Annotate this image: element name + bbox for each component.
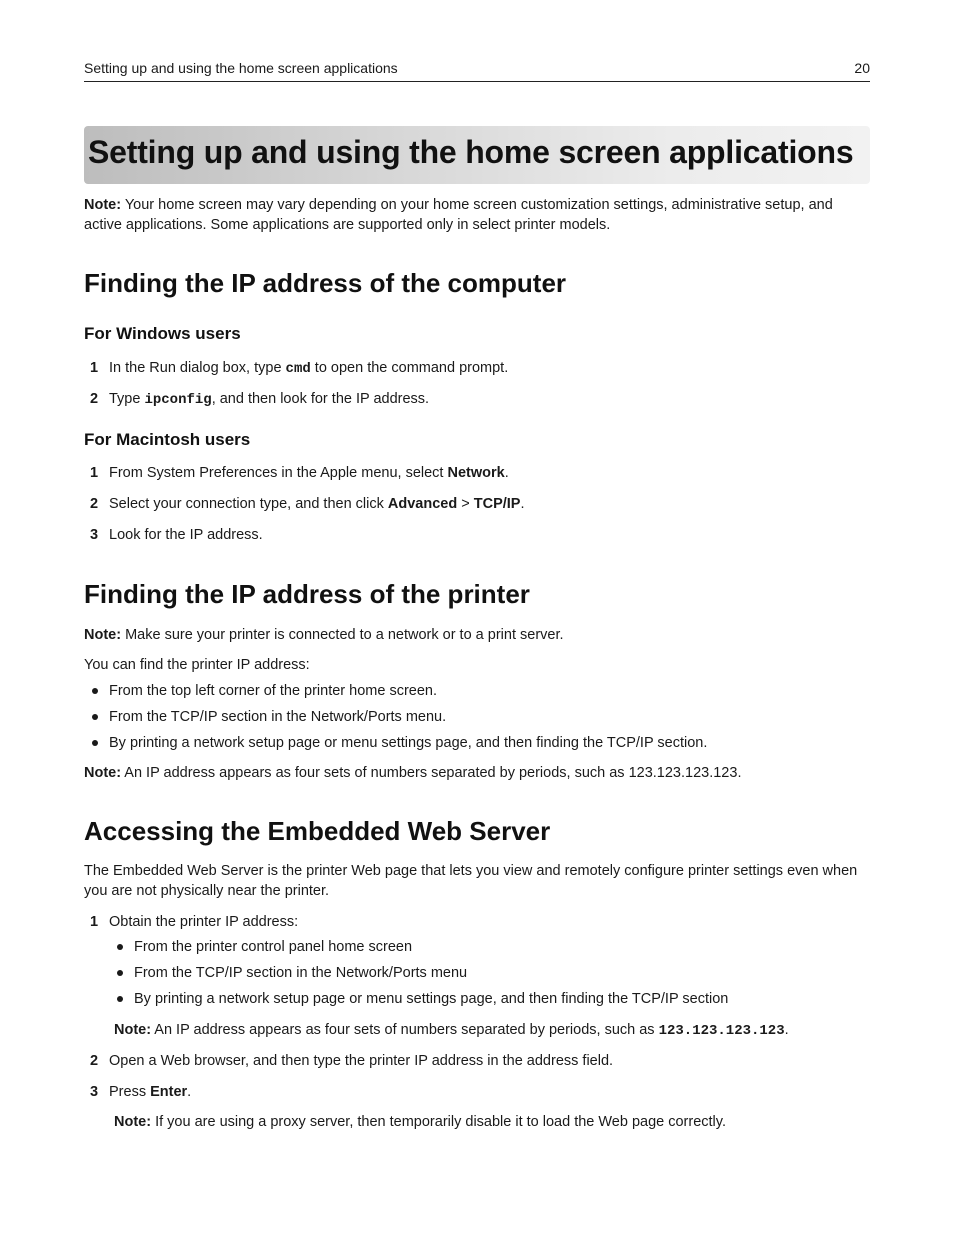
step-number: 1: [90, 914, 99, 930]
step-number: 2: [90, 1053, 99, 1069]
subheading-windows: For Windows users: [84, 324, 241, 343]
subheading-macintosh: For Macintosh users: [84, 430, 251, 449]
lead-text: You can find the printer IP address:: [84, 657, 310, 673]
note: [84, 763, 870, 783]
section-intro: The Embedded Web Server is the printer Web page that lets you view and remotely configure printer settings even when you are not physically near the printer.: [84, 863, 858, 899]
note: Note: An IP address appears as four sets of numbers separated by periods, such as 123.123.123.123.: [114, 1022, 789, 1039]
note: [84, 625, 870, 645]
note-label: Note:: [84, 765, 122, 781]
note-label: Note:: [84, 627, 122, 643]
step-text: Press Enter.: [109, 1084, 192, 1100]
note-label: Note:: [84, 197, 122, 213]
bullet-icon: [117, 944, 123, 950]
command-code: cmd: [285, 361, 311, 377]
intro-note: [84, 195, 870, 235]
section-heading-printer-ip: Finding the IP address of the printer: [84, 579, 530, 609]
bullet-icon: [117, 996, 123, 1002]
note-label: Note:: [114, 1022, 152, 1038]
running-header: [84, 60, 870, 82]
section-heading-computer-ip: Finding the IP address of the computer: [84, 268, 567, 298]
command-code: ipconfig: [144, 392, 212, 408]
chapter-title: Setting up and using the home screen applications: [88, 134, 854, 170]
step-text: Look for the IP address.: [109, 527, 263, 543]
step-number: 1: [90, 465, 99, 481]
bullet-icon: [92, 740, 98, 746]
chapter-banner: [84, 126, 870, 184]
bullet-icon: [117, 970, 123, 976]
step-number: 3: [90, 527, 99, 543]
note-text: If you are using a proxy server, then temporarily disable it to load the Web page correctly.: [151, 1114, 726, 1130]
step-number: 2: [90, 496, 99, 512]
step-number: 3: [90, 1084, 99, 1100]
note-text: Make sure your printer is connected to a network or to a print server.: [121, 627, 564, 643]
note-label: Note:: [114, 1114, 152, 1130]
step-number: 1: [90, 360, 99, 376]
step-text: From System Preferences in the Apple menu, select Network.: [109, 465, 509, 481]
step-text: Open a Web browser, and then type the printer IP address in the address field.: [109, 1053, 614, 1069]
bullet-icon: [92, 688, 98, 694]
step-number: 2: [90, 391, 99, 407]
note-text: Your home screen may vary depending on your home screen customization settings, administrative setup, and active applications. Some applications are supported only in select printer models.: [84, 197, 833, 233]
note-text: An IP address appears as four sets of numbers separated by periods, such as 123.123.123.123.: [121, 765, 742, 781]
note: [114, 1112, 870, 1132]
section-heading-embedded-web-server: Accessing the Embedded Web Server: [84, 816, 551, 846]
running-title: Setting up and using the home screen applications: [84, 60, 398, 76]
page-number: 20: [854, 60, 870, 76]
ip-example-code: 123.123.123.123: [658, 1023, 785, 1039]
step-text: Select your connection type, and then click Advanced > TCP/IP.: [109, 496, 525, 512]
step-text: In the Run dialog box, type cmd to open the command prompt.: [109, 360, 509, 377]
bullet-icon: [92, 714, 98, 720]
step-text: Obtain the printer IP address:: [109, 914, 299, 930]
step-text: Type ipconfig, and then look for the IP address.: [109, 391, 430, 408]
